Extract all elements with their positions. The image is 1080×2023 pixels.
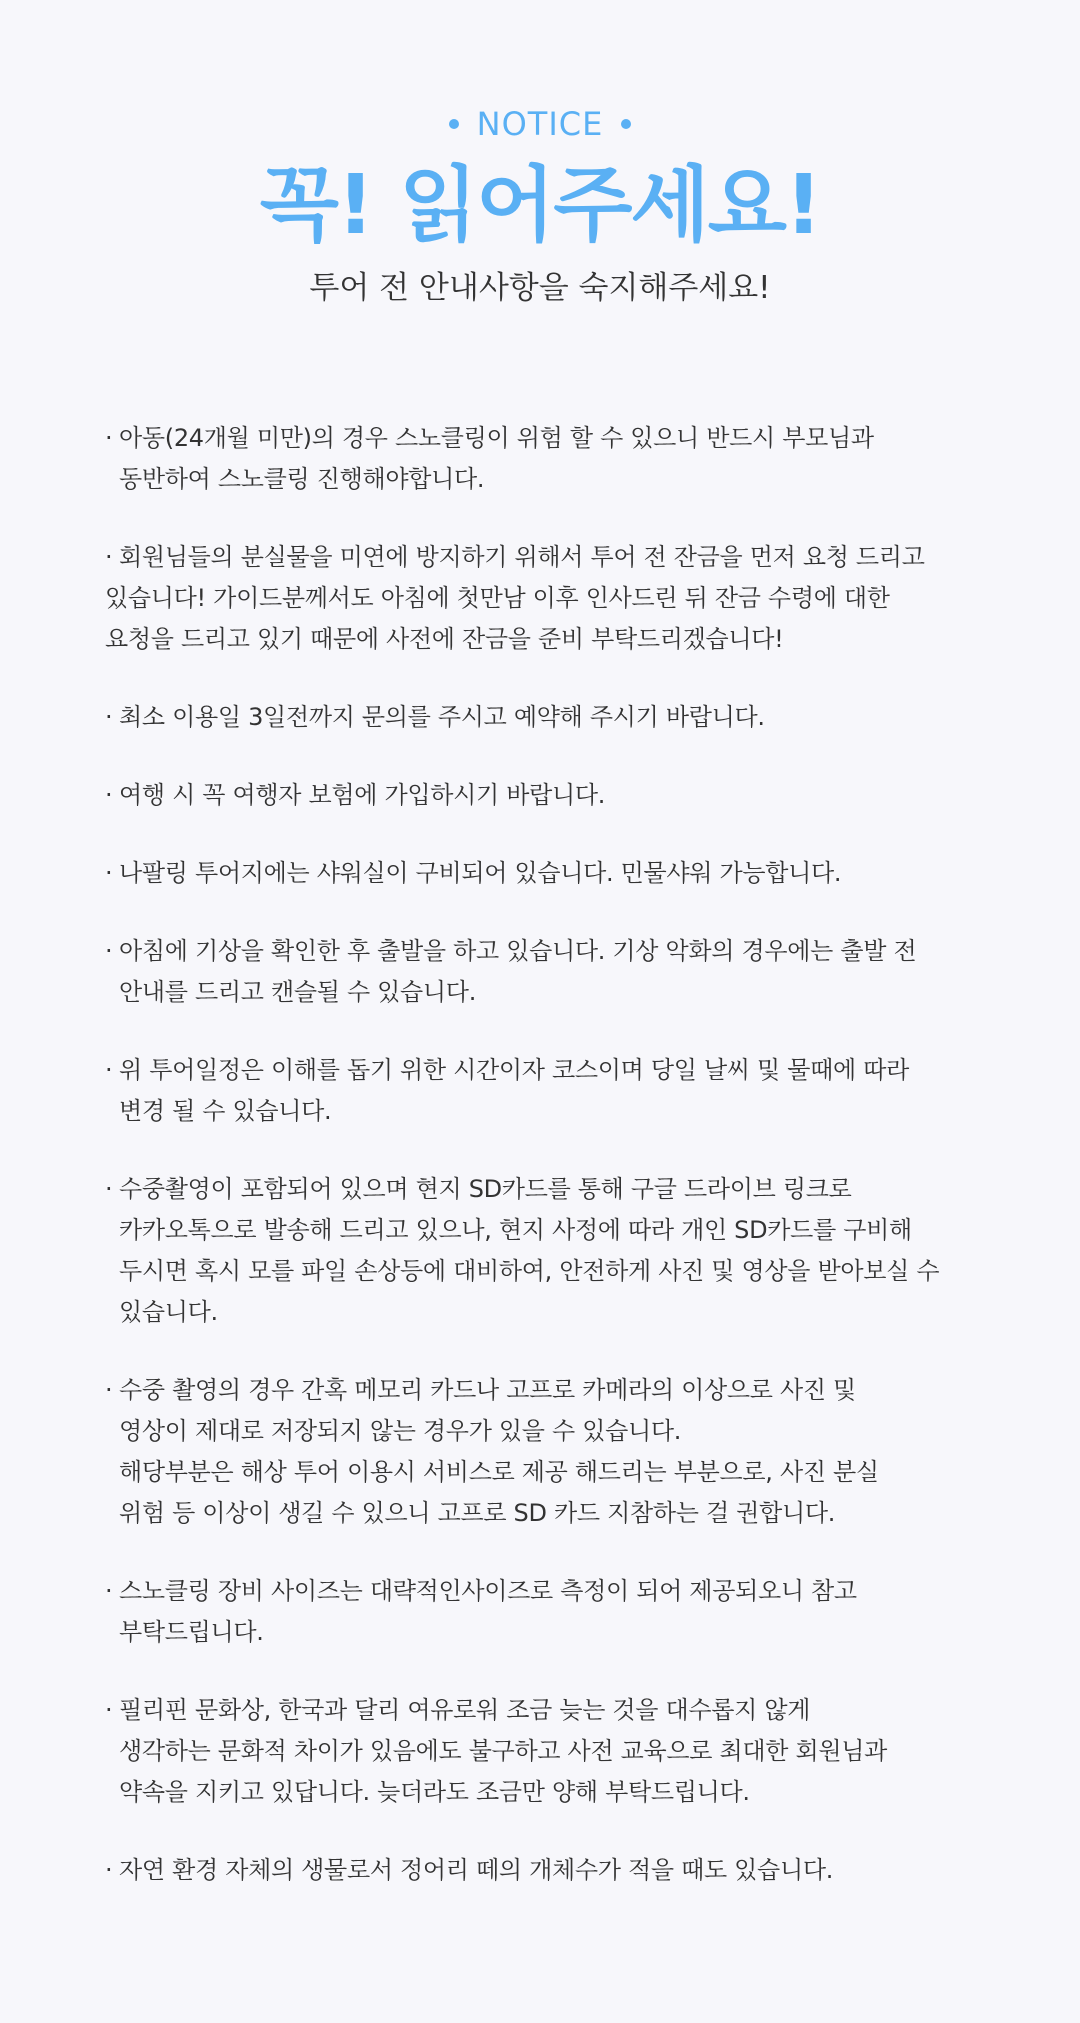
notice-item <box>105 697 965 738</box>
bullet-icon: · <box>105 937 113 965</box>
notice-line: 나팔링 투어지에는 샤워실이 구비되어 있습니다. 민물샤워 가능합니다. <box>119 859 842 887</box>
notice-line: 해당부분은 해상 투어 이용시 서비스로 제공 해드리는 부분으로, 사진 분실 <box>119 1458 879 1486</box>
bullet-icon: · <box>105 703 113 731</box>
notice-line: 영상이 제대로 저장되지 않는 경우가 있을 수 있습니다. <box>119 1417 682 1445</box>
notice-line: 최소 이용일 3일전까지 문의를 주시고 예약해 주시기 바랍니다. <box>119 703 765 731</box>
notice-item <box>105 418 965 500</box>
notice-item <box>105 853 965 894</box>
notice-line: 회원님들의 분실물을 미연에 방지하기 위해서 투어 전 잔금을 먼저 요청 드리고 <box>119 543 925 571</box>
dot-icon <box>449 119 459 129</box>
notice-item <box>105 1690 965 1813</box>
notice-line: 스노클링 장비 사이즈는 대략적인사이즈로 측정이 되어 제공되오니 참고 <box>119 1577 857 1605</box>
notice-line: 수중 촬영의 경우 간혹 메모리 카드나 고프로 카메라의 이상으로 사진 및 <box>119 1376 856 1404</box>
notice-line: 부탁드립니다. <box>119 1618 264 1646</box>
bullet-icon: · <box>105 781 113 809</box>
dot-icon <box>621 119 631 129</box>
notice-line: 변경 될 수 있습니다. <box>119 1097 332 1125</box>
notice-item <box>105 1571 965 1653</box>
notice-line: 요청을 드리고 있기 때문에 사전에 잔금을 준비 부탁드리겠습니다! <box>105 625 784 653</box>
notice-item <box>105 1050 965 1132</box>
bullet-icon: · <box>105 1376 113 1404</box>
notice-line: 위 투어일정은 이해를 돕기 위한 시간이자 코스이며 당일 날씨 및 물때에 따라 <box>119 1056 910 1084</box>
notice-item <box>105 1850 965 1891</box>
notice-item <box>105 537 965 660</box>
notice-item <box>105 1370 965 1534</box>
bullet-icon: · <box>105 1056 113 1084</box>
notice-line: 약속을 지키고 있답니다. 늦더라도 조금만 양해 부탁드립니다. <box>119 1778 750 1806</box>
notice-eyebrow <box>0 100 1080 148</box>
notice-line: 두시면 혹시 모를 파일 손상등에 대비하여, 안전하게 사진 및 영상을 받아보실 수 <box>119 1257 940 1285</box>
notice-item <box>105 931 965 1013</box>
notice-item <box>105 1169 965 1333</box>
notice-line: 필리핀 문화상, 한국과 달리 여유로워 조금 늦는 것을 대수롭지 않게 <box>119 1696 811 1724</box>
notice-line: 카카오톡으로 발송해 드리고 있으나, 현지 사정에 따라 개인 SD카드를 구비해 <box>119 1216 912 1244</box>
notice-line: 생각하는 문화적 차이가 있음에도 불구하고 사전 교육으로 최대한 회원님과 <box>119 1737 888 1765</box>
bullet-icon: · <box>105 1175 113 1203</box>
bullet-icon: · <box>105 1856 113 1884</box>
notice-header <box>0 100 1080 310</box>
notice-label: NOTICE <box>476 105 604 143</box>
notice-line: 위험 등 이상이 생길 수 있으니 고프로 SD 카드 지참하는 걸 권합니다. <box>119 1499 836 1527</box>
notice-line: 있습니다! 가이드분께서도 아침에 첫만남 이후 인사드린 뒤 잔금 수령에 대한 <box>105 584 890 612</box>
notice-line: 아동(24개월 미만)의 경우 스노클링이 위험 할 수 있으니 반드시 부모님과 <box>119 424 874 452</box>
notice-line: 아침에 기상을 확인한 후 출발을 하고 있습니다. 기상 악화의 경우에는 출발 전 <box>119 937 917 965</box>
bullet-icon: · <box>105 1696 113 1724</box>
notice-item <box>105 775 965 816</box>
bullet-icon: · <box>105 1577 113 1605</box>
bullet-icon: · <box>105 859 113 887</box>
notice-line: 있습니다. <box>119 1298 218 1326</box>
page-subtitle: 투어 전 안내사항을 숙지해주세요! <box>309 270 771 306</box>
notice-line: 안내를 드리고 캔슬될 수 있습니다. <box>119 978 477 1006</box>
page-title: 꼭! 읽어주세요! <box>259 158 821 253</box>
notice-line: 여행 시 꼭 여행자 보험에 가입하시기 바랍니다. <box>119 781 606 809</box>
notice-line: 자연 환경 자체의 생물로서 정어리 떼의 개체수가 적을 때도 있습니다. <box>119 1856 834 1884</box>
notice-line: 수중촬영이 포함되어 있으며 현지 SD카드를 통해 구글 드라이브 링크로 <box>119 1175 852 1203</box>
bullet-icon: · <box>105 424 113 452</box>
bullet-icon: · <box>105 543 113 571</box>
notice-list <box>105 418 965 1928</box>
notice-line: 동반하여 스노클링 진행해야합니다. <box>119 465 485 493</box>
